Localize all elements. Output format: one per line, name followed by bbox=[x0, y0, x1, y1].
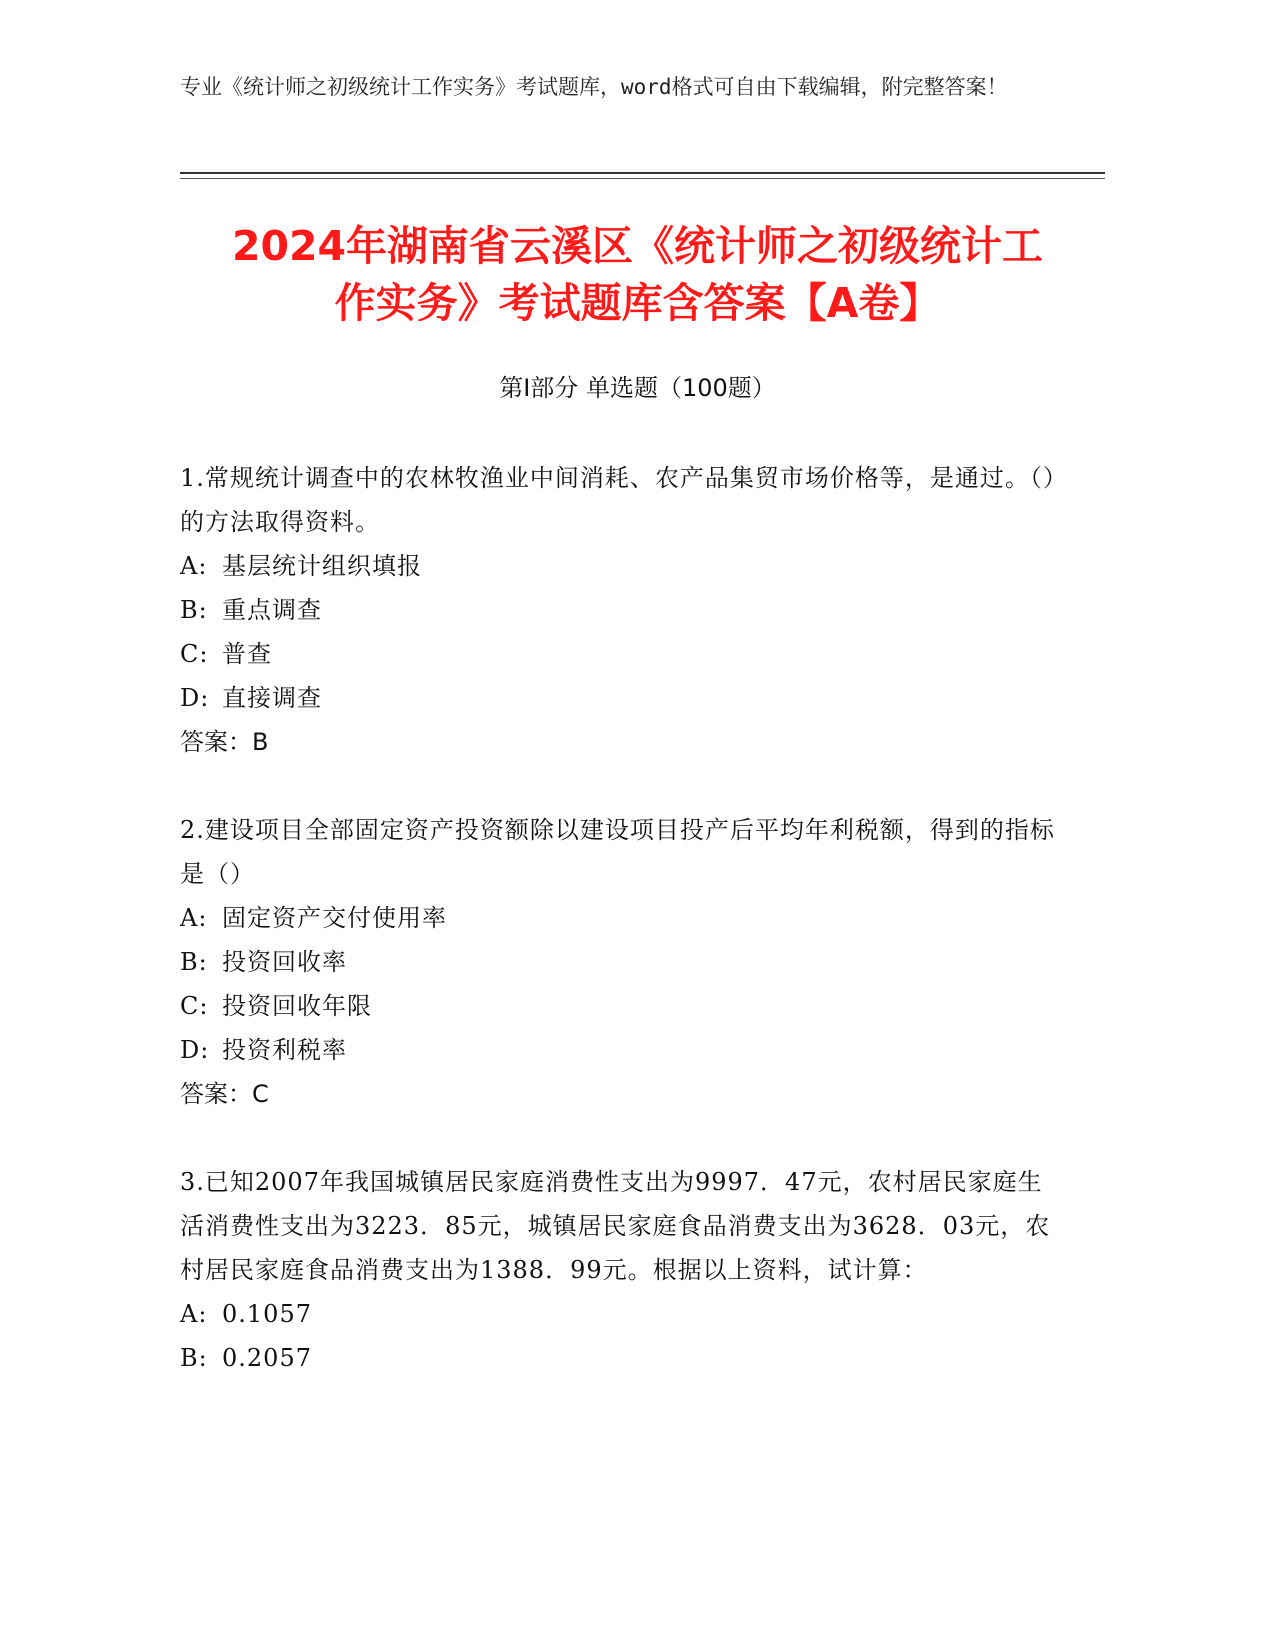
option-letter: A: bbox=[180, 552, 208, 580]
option-a bbox=[180, 544, 1060, 588]
option-c bbox=[180, 984, 1060, 1028]
option-letter: C: bbox=[180, 640, 209, 668]
option-b bbox=[180, 1336, 1060, 1380]
option-letter: C: bbox=[180, 992, 209, 1020]
option-letter: B: bbox=[180, 948, 208, 976]
header-rule-thin bbox=[180, 178, 1105, 179]
option-text: 投资利税率 bbox=[222, 1036, 347, 1064]
option-letter: D: bbox=[180, 1036, 210, 1064]
option-text: 投资回收率 bbox=[222, 948, 347, 976]
option-letter: A: bbox=[180, 1300, 208, 1328]
question-1 bbox=[180, 456, 1060, 764]
option-text: 普查 bbox=[222, 640, 272, 668]
option-c bbox=[180, 632, 1060, 676]
option-a bbox=[180, 896, 1060, 940]
option-letter: A: bbox=[180, 904, 208, 932]
option-d bbox=[180, 676, 1060, 720]
option-text: 重点调查 bbox=[222, 596, 322, 624]
answer-line: 答案：B bbox=[180, 728, 269, 756]
section-title: 第Ⅰ部分 单选题（100题） bbox=[499, 374, 776, 402]
option-text: 基层统计组织填报 bbox=[222, 552, 422, 580]
title-line-2: 作实务》考试题库含答案【A卷】 bbox=[334, 279, 941, 327]
option-b bbox=[180, 940, 1060, 984]
option-text: 固定资产交付使用率 bbox=[222, 904, 447, 932]
question-2 bbox=[180, 808, 1060, 1116]
answer-line: 答案：C bbox=[180, 1080, 269, 1108]
option-a bbox=[180, 1292, 1060, 1336]
option-b bbox=[180, 588, 1060, 632]
option-letter: B: bbox=[180, 1344, 208, 1372]
option-letter: B: bbox=[180, 596, 208, 624]
header-note: 专业《统计师之初级统计工作实务》考试题库，word格式可自由下载编辑，附完整答案！ bbox=[180, 75, 1008, 99]
title-line-1: 2024年湖南省云溪区《统计师之初级统计工 bbox=[231, 222, 1044, 270]
question-3 bbox=[180, 1160, 1060, 1380]
question-list bbox=[180, 456, 1060, 1424]
option-text: 直接调查 bbox=[222, 684, 322, 712]
question-stem: 3.已知2007年我国城镇居民家庭消费性支出为9997．47元，农村居民家庭生活消费性支出为3223．85元，城镇居民家庭食品消费支出为3628．03元，农村居民家庭食品消费支出为1388．99元。根据以上资料，试计算： bbox=[180, 1168, 1051, 1284]
document-title bbox=[150, 218, 1125, 332]
option-text: 投资回收年限 bbox=[222, 992, 372, 1020]
option-text: 0.1057 bbox=[222, 1300, 312, 1328]
header-rule-thick bbox=[180, 172, 1105, 174]
question-stem: 1.常规统计调查中的农林牧渔业中间消耗、农产品集贸市场价格等，是通过。（）的方法取得资料。 bbox=[180, 464, 1056, 536]
question-stem: 2.建设项目全部固定资产投资额除以建设项目投产后平均年利税额，得到的指标是（） bbox=[180, 816, 1055, 888]
option-letter: D: bbox=[180, 684, 210, 712]
option-text: 0.2057 bbox=[222, 1344, 312, 1372]
option-d bbox=[180, 1028, 1060, 1072]
